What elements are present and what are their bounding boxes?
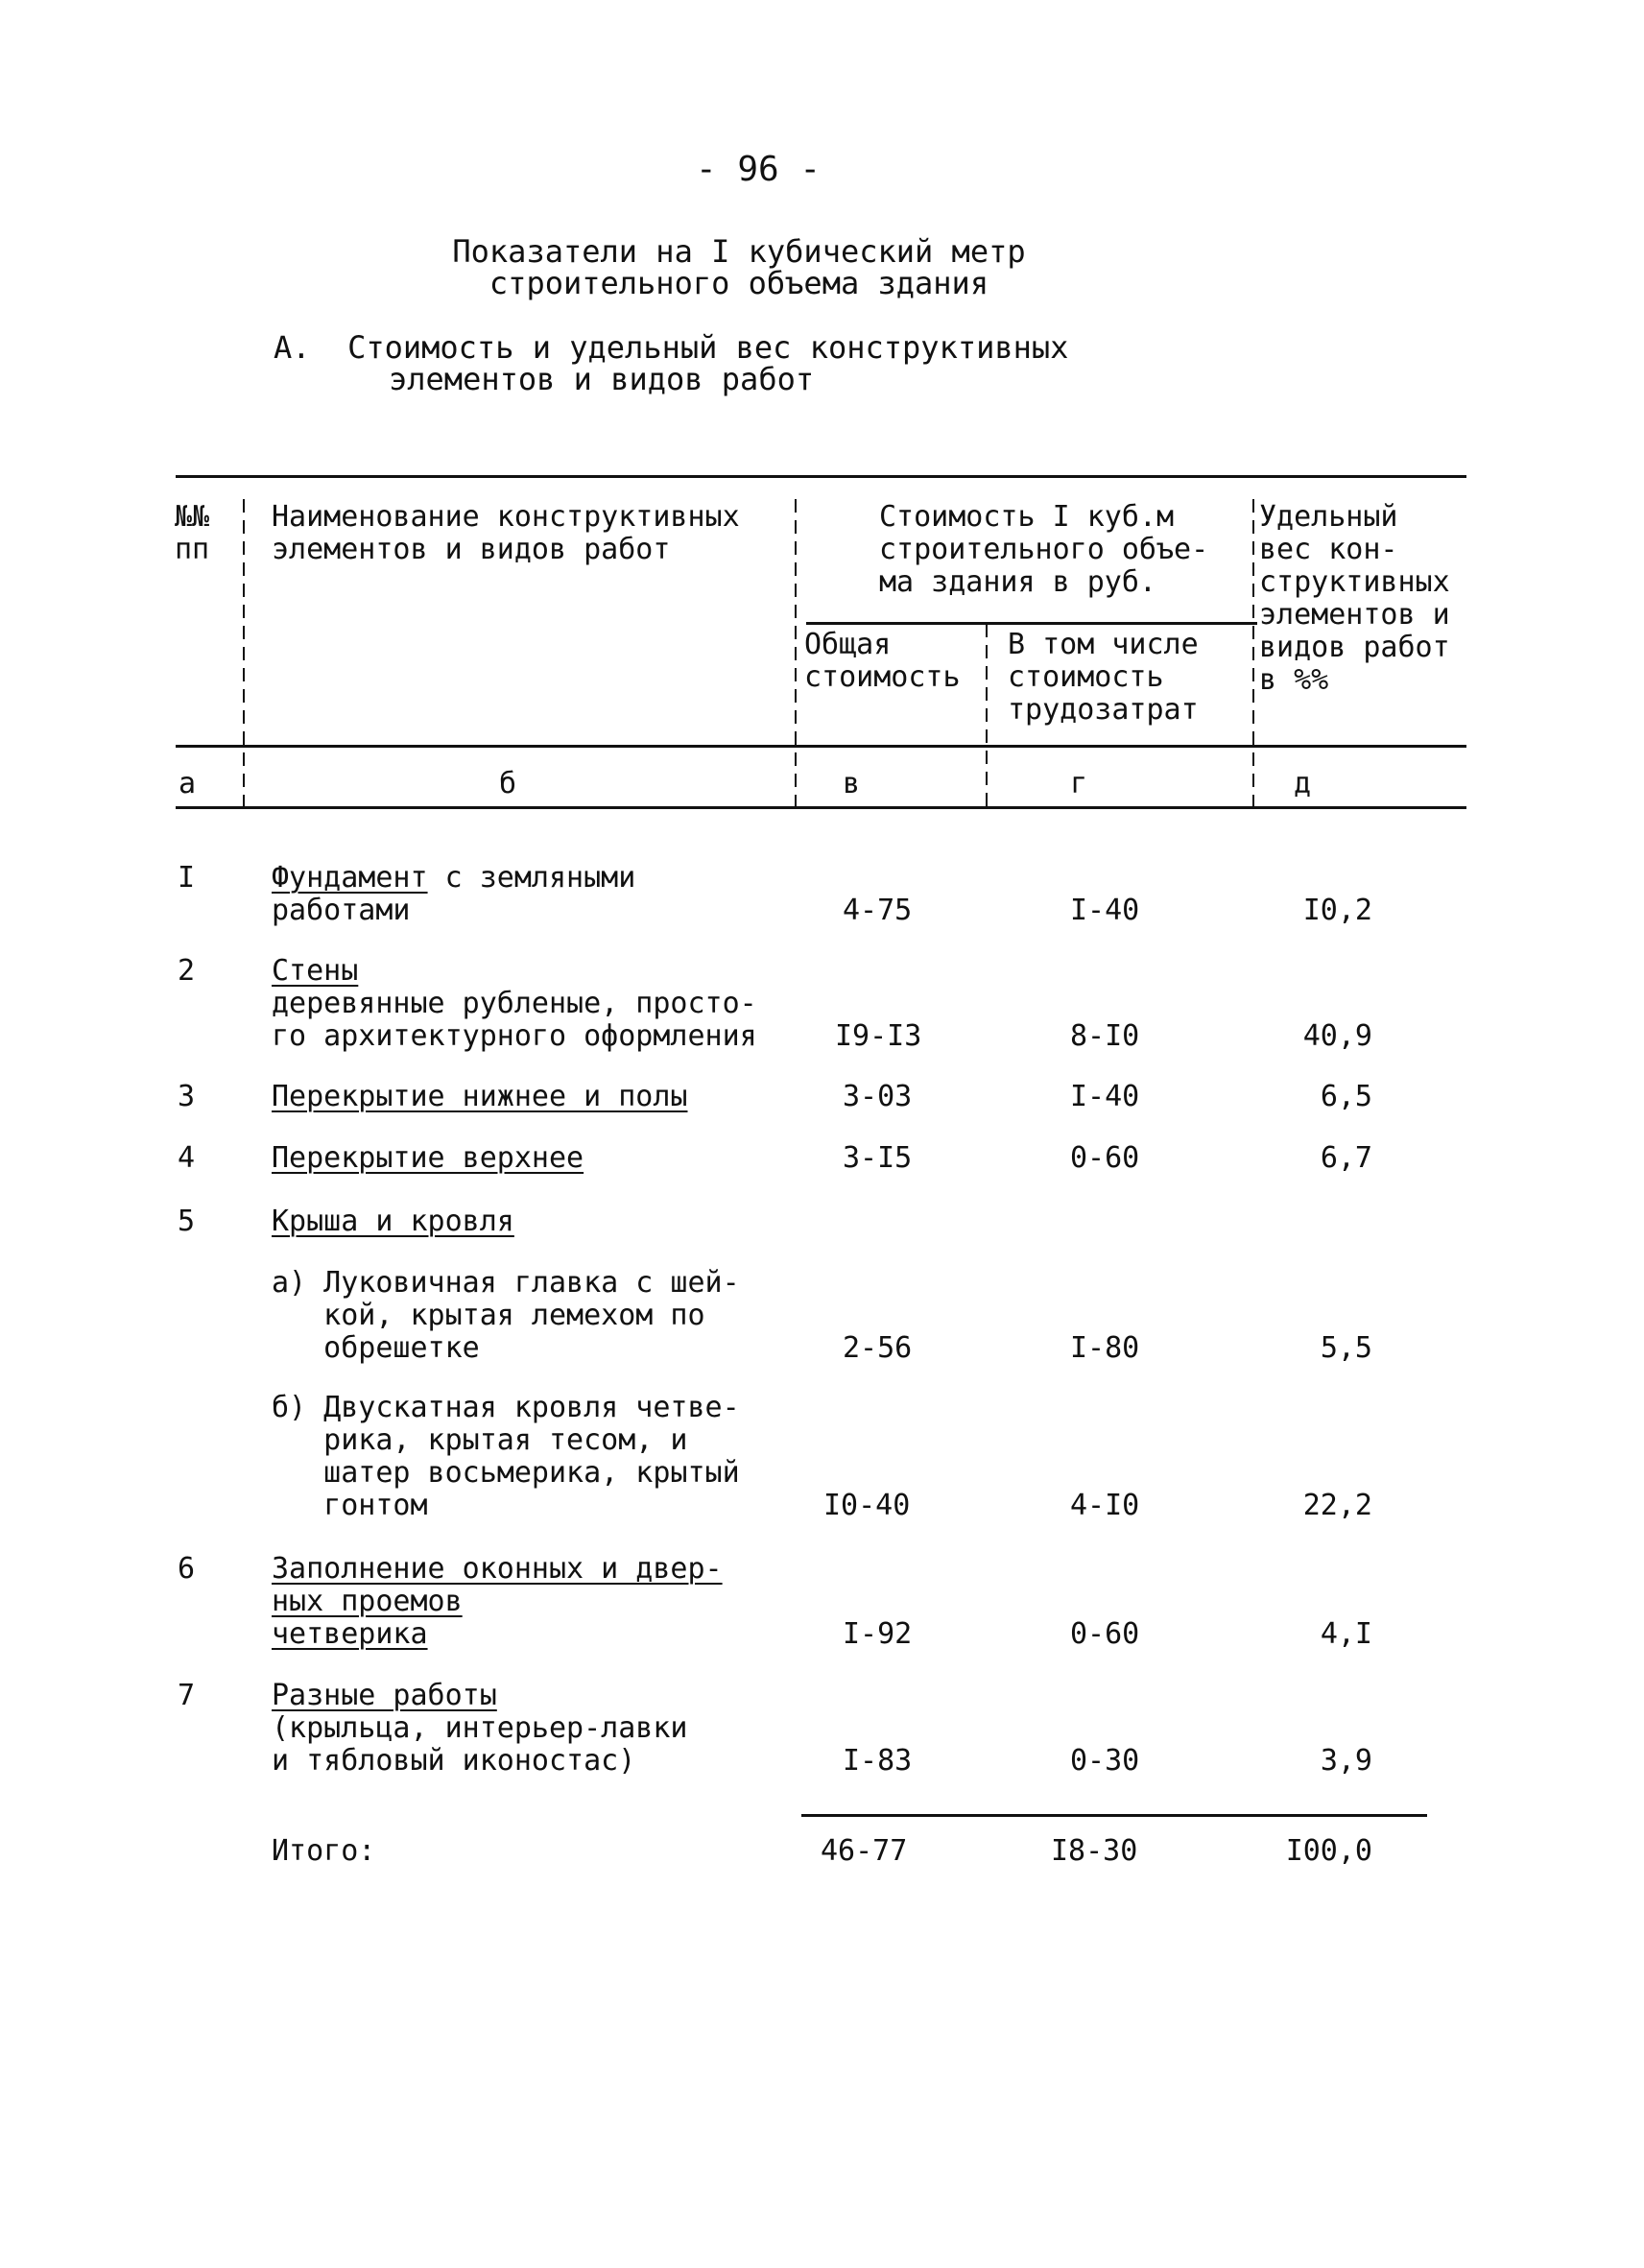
col-letter-d: д — [1294, 767, 1312, 800]
row-share: 22,2 — [1302, 1489, 1372, 1522]
row-labor-cost: 0-30 — [1070, 1744, 1140, 1778]
row-num: 3 — [178, 1080, 196, 1113]
row-title — [272, 862, 635, 895]
row-title: Разные работы — [272, 1679, 497, 1712]
row-title-rest: с земляными — [427, 861, 636, 895]
row-title: Заполнение оконных и двер- ных проемов четверика — [272, 1552, 723, 1651]
row-total-cost: I-92 — [843, 1617, 913, 1651]
col-separator — [986, 624, 988, 806]
col-separator — [1252, 499, 1254, 816]
row-total-cost: 4-75 — [843, 894, 913, 927]
row-title: Стены — [272, 954, 359, 988]
header-labor-cost: В том числе стоимость трудозатрат — [1008, 628, 1199, 727]
row-total-cost: 2-56 — [843, 1331, 913, 1365]
row-total-cost: I-83 — [843, 1744, 913, 1778]
row-labor-cost: I-80 — [1070, 1331, 1140, 1365]
row-share: 6,7 — [1320, 1141, 1372, 1175]
row-share: 4,I — [1320, 1617, 1372, 1651]
row-total-cost: I9-I3 — [835, 1019, 922, 1053]
row-share: 40,9 — [1302, 1019, 1372, 1053]
total-cost-sum: 46-77 — [821, 1834, 908, 1868]
row-title: Перекрытие верхнее — [272, 1141, 584, 1175]
header-name: Наименование конструктивных элементов и видов работ — [272, 500, 740, 566]
col-letter-a: а — [179, 767, 197, 800]
section-title-line2: элементов и видов работ — [389, 361, 815, 397]
row-share: I0,2 — [1302, 894, 1372, 927]
row-labor-cost: I-40 — [1070, 1080, 1140, 1113]
row-labor-cost: 0-60 — [1070, 1141, 1140, 1175]
row-num: 4 — [178, 1141, 196, 1175]
total-labor-sum: I8-30 — [1051, 1834, 1138, 1868]
col-letter-v: в — [843, 767, 861, 800]
row-labor-cost: I-40 — [1070, 894, 1140, 927]
page-title-line1: Показатели на I кубический метр — [452, 233, 1026, 270]
row-title: Перекрытие нижнее и полы — [272, 1080, 688, 1113]
row-num: 7 — [178, 1679, 196, 1712]
page-number: - 96 - — [695, 150, 822, 189]
col-separator — [795, 499, 797, 811]
row-num: 5 — [178, 1205, 196, 1238]
row-share: 5,5 — [1320, 1331, 1372, 1365]
header-cost-group: Стоимость I куб.м строительного объе- ма здания в руб. — [879, 500, 1209, 599]
row-extra: работами — [272, 894, 411, 927]
table-top-rule — [176, 475, 1466, 478]
row-extra: (крыльца, интерьер-лавки и тябловый иконостас) — [272, 1711, 688, 1778]
row-share: 3,9 — [1320, 1744, 1372, 1778]
row-labor-cost: 4-I0 — [1070, 1489, 1140, 1522]
header-mid-rule — [806, 622, 1257, 625]
row-num: I — [178, 861, 196, 895]
row-sub: а) Луковичная главка с шей- кой, крытая лемехом по обрешетке — [272, 1266, 740, 1365]
row-extra: деревянные рубленые, просто- го архитектурного оформления — [272, 987, 757, 1053]
section-title-line1: А. Стоимость и удельный вес конструктивных — [274, 329, 1069, 366]
letters-bottom-rule — [176, 806, 1466, 809]
row-num: 2 — [178, 954, 196, 988]
row-labor-cost: 0-60 — [1070, 1617, 1140, 1651]
header-total-cost: Общая стоимость — [804, 628, 961, 694]
header-bottom-rule — [176, 745, 1466, 748]
row-sub: б) Двускатная кровля четве- рика, крытая тесом, и шатер восьмерика, крытый гонтом — [272, 1391, 740, 1522]
total-label: Итого: — [272, 1834, 376, 1868]
row-labor-cost: 8-I0 — [1070, 1019, 1140, 1053]
row-total-cost: I0-40 — [823, 1489, 911, 1522]
header-share: Удельный вес кон- структивных элементов и видов работ в %% — [1259, 500, 1450, 697]
row-title-underlined: Фундамент — [272, 861, 428, 895]
row-total-cost: 3-I5 — [843, 1141, 913, 1175]
col-separator — [243, 499, 245, 816]
col-letter-g: г — [1070, 767, 1088, 800]
row-total-cost: 3-03 — [843, 1080, 913, 1113]
page-title-line2: строительного объема здания — [488, 265, 989, 301]
col-letter-b: б — [499, 767, 517, 800]
row-share: 6,5 — [1320, 1080, 1372, 1113]
row-title: Крыша и кровля — [272, 1205, 514, 1238]
header-num: №№ пп — [175, 500, 210, 566]
row-num: 6 — [178, 1552, 196, 1586]
total-rule — [801, 1814, 1427, 1817]
total-share-sum: I00,0 — [1285, 1834, 1372, 1868]
